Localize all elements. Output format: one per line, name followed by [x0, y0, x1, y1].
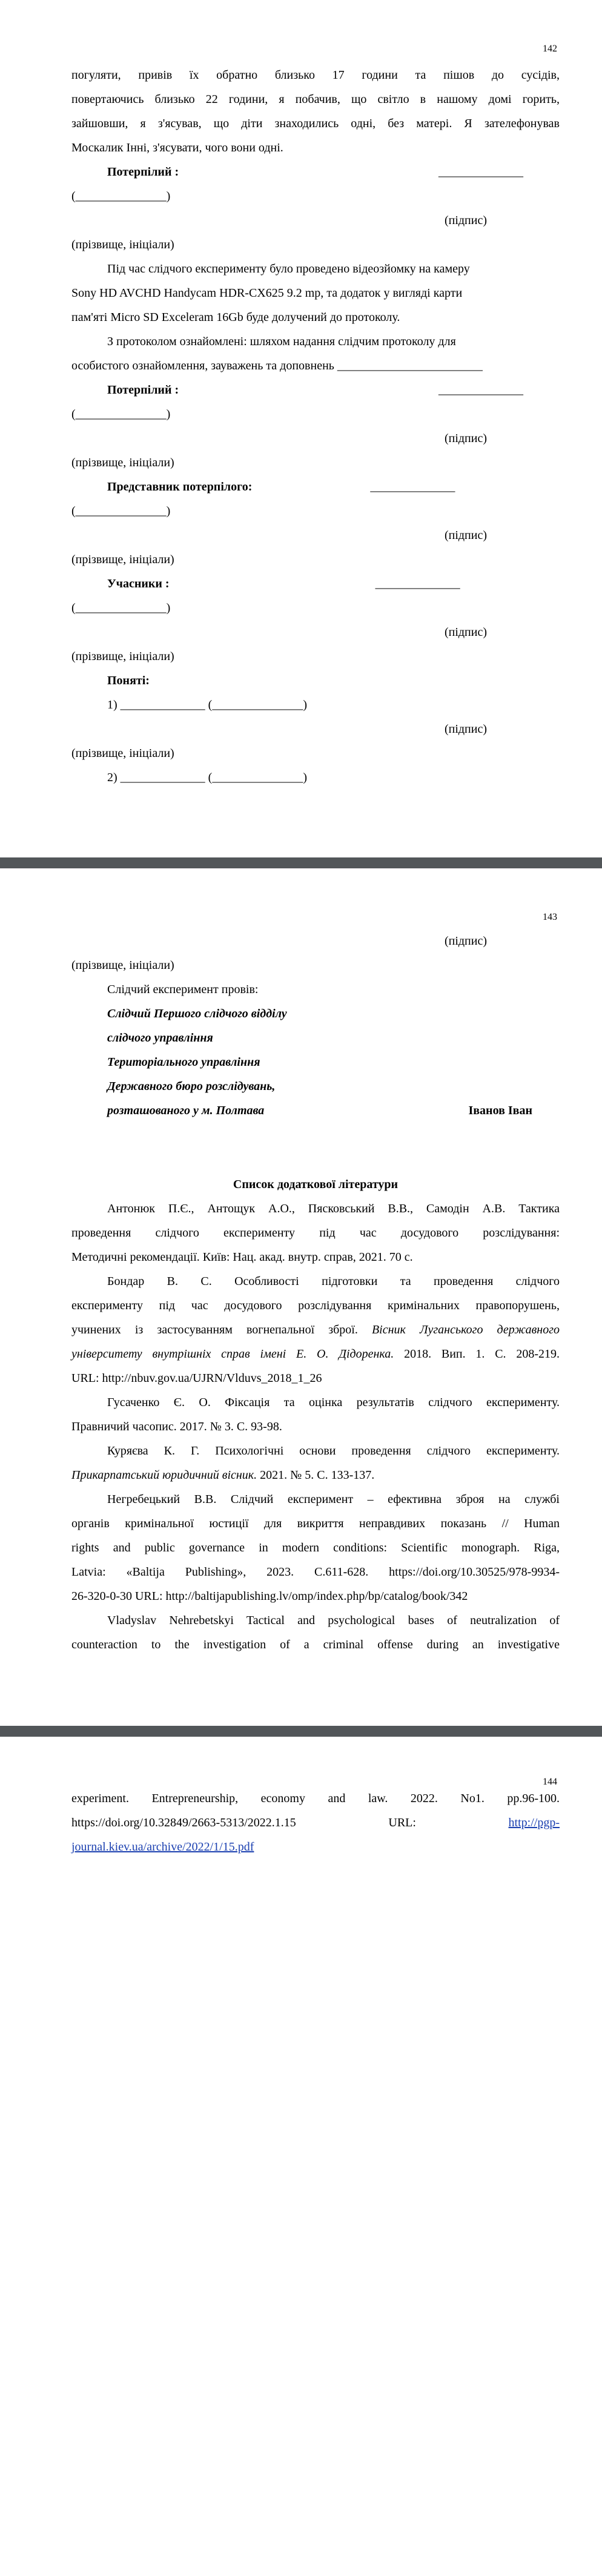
- representative-signature-row: [71, 475, 560, 499]
- text-line: Під час слідчого експерименту було проведено відеозйомку на камеру: [107, 262, 470, 276]
- name-caption: (прізвище, ініціали): [71, 650, 174, 663]
- journal-title: Вісник Луганського державного: [371, 1323, 560, 1336]
- signature-caption: (підпис): [444, 529, 487, 542]
- reference-line: 26-320-0-30 URL: http://baltijapublishing.lv/omp/index.php/bp/catalog/book/342: [71, 1590, 468, 1603]
- victim-signature-row: [71, 160, 560, 184]
- conducted-by: Слідчий експеримент провів:: [107, 983, 259, 996]
- investigator-name: Іванов Іван: [468, 1104, 532, 1117]
- reference-line: експерименту під час досудового розслідування кримінальних правопорушень,: [71, 1299, 560, 1312]
- journal-title: Прикарпатський юридичний вісник.: [71, 1468, 257, 1482]
- page-number: 144: [543, 1777, 557, 1787]
- name-caption: (прізвище, ініціали): [71, 238, 174, 251]
- reference-line: органів кримінальної юстиції для викриття неправдивих показань // Human: [71, 1517, 560, 1530]
- reference-text: 2021. № 5. С. 133-137.: [260, 1468, 375, 1482]
- participants-label: Учасники :: [107, 577, 170, 590]
- witnesses-label: Поняті:: [107, 674, 150, 687]
- name-caption: (прізвище, ініціали): [71, 456, 174, 469]
- reference-line: rights and public governance in modern conditions: Scientific monograph. Riga,: [71, 1541, 560, 1554]
- witness-2-line: 2) ______________ (_______________): [107, 771, 307, 784]
- reference-line: Куряєва К. Г. Психологічні основи проведення слідчого експерименту.: [107, 1444, 560, 1458]
- name-blank: (_______________): [71, 408, 171, 421]
- name-blank: (_______________): [71, 504, 171, 518]
- reference-line: Гусаченко Є. О. Фіксація та оцінка результатів слідчого експерименту.: [107, 1396, 560, 1409]
- reference-line: Негребецький В.В. Слідчий експеримент – ефективна зброя на службі: [107, 1493, 560, 1506]
- signature-caption: (підпис): [444, 626, 487, 639]
- investigator-line: Державного бюро розслідувань,: [107, 1080, 276, 1093]
- participants-signature-row: [71, 572, 560, 596]
- reference-url-row: [71, 1811, 560, 1835]
- reference-line: проведення слідчого експерименту під час досудового розслідування:: [71, 1226, 560, 1240]
- reference-text: учинених із застосуванням вогнепальної зброї.: [71, 1323, 358, 1336]
- signature-caption: (підпис): [444, 934, 487, 948]
- name-caption: (прізвище, ініціали): [71, 553, 174, 566]
- reference-line: [71, 1835, 560, 1859]
- reference-text: 2018. Вип. 1. С. 208-219.: [404, 1347, 560, 1361]
- document-page-144: [0, 1737, 602, 2576]
- journal-title: університету внутрішніх справ імені Е. О. Дідоренка.: [71, 1347, 394, 1361]
- reference-line: experiment. Entrepreneurship, economy and law. 2022. No1. pp.96-100.: [71, 1792, 560, 1805]
- reference-line: URL: http://nbuv.gov.ua/UJRN/Vlduvs_2018_1_26: [71, 1372, 322, 1385]
- text-line: зайшовши, я з'ясував, що діти знаходились одні, без матері. Я зателефонував: [71, 117, 560, 130]
- signature-line: ______________: [438, 383, 523, 397]
- reference-line: Vladyslav Nehrebetskyi Tactical and psychological bases of neutralization of: [107, 1614, 560, 1627]
- url-label: URL:: [388, 1816, 416, 1829]
- text-line: повертаючись близько 22 години, я побачив, що світло в нашому домі горить,: [71, 93, 560, 106]
- reference-line: [71, 1342, 560, 1366]
- investigator-line: Територіального управління: [107, 1055, 260, 1069]
- document-page-142: [0, 0, 602, 857]
- victim-signature-row: [71, 378, 560, 402]
- journal-link-continued[interactable]: journal.kiev.ua/archive/2022/1/15.pdf: [71, 1840, 254, 1854]
- text-line: З протоколом ознайомлені: шляхом надання слідчим протоколу для: [107, 335, 456, 348]
- page-number: 142: [543, 44, 557, 54]
- signature-caption: (підпис): [444, 214, 487, 227]
- doi-text: https://doi.org/10.32849/2663-5313/2022.1.15: [71, 1816, 296, 1829]
- reference-line: Антонюк П.Є., Антощук А.О., Пясковський В.В., Самодін А.В. Тактика: [107, 1202, 560, 1215]
- name-blank: (_______________): [71, 601, 171, 615]
- reference-line: Latvia: «Baltija Publishing», 2023. С.611-628. https://doi.org/10.30525/978-9934-: [71, 1565, 560, 1579]
- signature-line: ______________: [438, 165, 523, 179]
- investigator-location: розташованого у м. Полтава: [107, 1104, 265, 1117]
- signature-line: ______________: [375, 577, 460, 590]
- reference-line: [71, 1318, 560, 1342]
- text-line: погуляти, привів їх обратно близько 17 години та пішов до сусідів,: [71, 68, 560, 82]
- investigator-line: слідчого управління: [107, 1031, 213, 1045]
- reference-line: Правничий часопис. 2017. № 3. С. 93-98.: [71, 1420, 282, 1433]
- signature-caption: (підпис): [444, 722, 487, 736]
- victim-label: Потерпілий :: [107, 165, 179, 179]
- text-line: пам'яті Micro SD Exceleram 16Gb буде долучений до протоколу.: [71, 311, 400, 324]
- investigator-signature-row: [71, 1098, 560, 1123]
- text-line: особистого ознайомлення, зауважень та доповнень ________________________: [71, 359, 483, 372]
- reference-line: counteraction to the investigation of a criminal offense during an investigative: [71, 1638, 560, 1651]
- reference-line: Бондар В. С. Особливості підготовки та проведення слідчого: [107, 1275, 560, 1288]
- literature-heading: Список додаткової літератури: [233, 1178, 399, 1191]
- signature-line: ______________: [370, 480, 455, 494]
- name-caption: (прізвище, ініціали): [71, 959, 174, 972]
- reference-line: [71, 1463, 560, 1487]
- signature-caption: (підпис): [444, 432, 487, 445]
- witness-1-line: 1) ______________ (_______________): [107, 698, 307, 712]
- journal-link[interactable]: http://pgp-: [508, 1816, 560, 1829]
- investigator-line: Слідчий Першого слідчого відділу: [107, 1007, 287, 1020]
- name-blank: (_______________): [71, 190, 171, 203]
- reference-line: Методичні рекомендації. Київ: Нац. акад. внутр. справ, 2021. 70 с.: [71, 1250, 413, 1264]
- representative-label: Представник потерпілого:: [107, 480, 253, 494]
- text-line: Sony HD AVCHD Handycam HDR-CX625 9.2 mp, та додаток у вигляді карти: [71, 286, 463, 300]
- page-number: 143: [543, 912, 557, 922]
- name-caption: (прізвище, ініціали): [71, 747, 174, 760]
- document-page-143: [0, 868, 602, 1726]
- victim-label: Потерпілий :: [107, 383, 179, 397]
- text-line: Москалик Інні, з'ясувати, чого вони одні.: [71, 141, 283, 154]
